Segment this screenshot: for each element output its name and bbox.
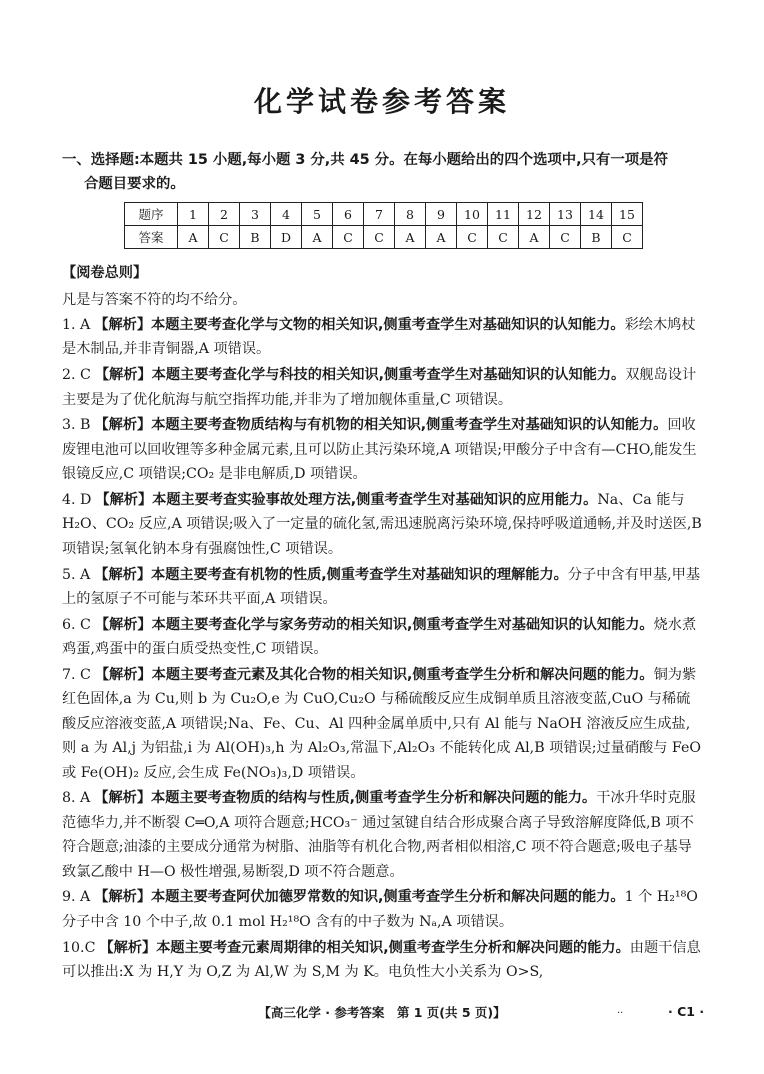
explanation-item bbox=[62, 413, 702, 486]
item-explanation: 分子中含有甲基,甲基上的氢原子不可能与苯环共平面,A 项错误。 bbox=[62, 566, 701, 608]
item-tag: 【解析】 bbox=[94, 889, 152, 906]
answer-cell: A bbox=[178, 226, 209, 249]
explanation-item bbox=[62, 936, 702, 985]
item-tag: 【解析】 bbox=[95, 492, 153, 509]
answer-cell: C bbox=[457, 226, 488, 249]
item-number: 2. bbox=[62, 367, 76, 384]
question-number-cell: 7 bbox=[364, 203, 395, 226]
question-number-cell: 4 bbox=[271, 203, 302, 226]
question-number-cell: 9 bbox=[426, 203, 457, 226]
footer-dots: .. bbox=[617, 1005, 624, 1016]
answer-cell: B bbox=[581, 226, 612, 249]
section-heading-line2: 合题目要求的。 bbox=[84, 176, 185, 192]
answer-cell: D bbox=[271, 226, 302, 249]
item-focus: 本题主要考查实验事故处理方法,侧重考查学生对基础知识的应用能力。 bbox=[152, 492, 598, 509]
question-number-cell: 15 bbox=[612, 203, 643, 226]
explanation-item bbox=[62, 786, 702, 884]
item-tag: 【解析】 bbox=[94, 667, 152, 684]
item-tag: 【解析】 bbox=[94, 616, 152, 633]
explanation-item bbox=[62, 313, 702, 362]
answer-cell: C bbox=[364, 226, 395, 249]
item-explanation: 回收废锂电池可以回收锂等多种金属元素,且可以防止其污染环境,A 项错误;甲酸分子中含有—CHO,能发生银镜反应,C 项错误;CO₂ 是非电解质,D 项错误。 bbox=[62, 417, 697, 483]
item-answer: A bbox=[80, 566, 91, 583]
item-explanation: Na、Ca 能与 H₂O、CO₂ 反应,A 项错误;吸入了一定量的硫化氢,需迅速脱离污染环境,保持呼吸道通畅,并及时送医,B 项错误;氢氧化钠本身有强腐蚀性,C 项错误。 bbox=[62, 492, 702, 557]
answer-cell: A bbox=[302, 226, 333, 249]
question-number-cell: 5 bbox=[302, 203, 333, 226]
general-rule-heading: 【阅卷总则】 bbox=[62, 265, 148, 281]
item-number: 8. bbox=[62, 790, 76, 807]
answer-cell: A bbox=[519, 226, 550, 249]
question-number-cell: 10 bbox=[457, 203, 488, 226]
item-answer: D bbox=[80, 492, 92, 509]
explanation-item bbox=[62, 363, 702, 412]
item-explanation: 双舰岛设计主要是为了优化航海与航空指挥功能,并非为了增加舰体重量,C 项错误。 bbox=[62, 367, 697, 408]
item-focus: 本题主要考查化学与科技的相关知识,侧重考查学生对基础知识的认知能力。 bbox=[151, 367, 626, 384]
item-explanation: 烧水煮鸡蛋,鸡蛋中的蛋白质受热变性,C 项错误。 bbox=[62, 616, 697, 658]
number-header-cell: 题序 bbox=[125, 203, 178, 226]
item-tag: 【解析】 bbox=[94, 566, 152, 583]
item-focus: 本题主要考查元素及其化合物的相关知识,侧重考查学生分析和解决问题的能力。 bbox=[151, 667, 654, 684]
item-tag: 【解析】 bbox=[94, 367, 152, 384]
item-explanation: 干冰升华时克服范德华力,并不断裂 C═O,A 项符合题意;HCO₃⁻ 通过氢键自结合形成聚合离子导致溶解度降低,B 项不符合题意;油漆的主要成分通常为树脂、油脂等有机化合物,两者相似相溶,C 项不符合题意;吸电子基导致氯乙酸中 H—O 极性增强,易断裂,D 项不符合题意。 bbox=[62, 790, 696, 880]
item-number: 6. bbox=[62, 616, 76, 633]
answer-cell: C bbox=[333, 226, 364, 249]
item-number: 5. bbox=[62, 566, 76, 583]
item-answer: C bbox=[80, 616, 91, 633]
item-answer: C bbox=[80, 367, 91, 384]
answer-header-cell: 答案 bbox=[125, 226, 178, 249]
explanation-item bbox=[62, 885, 702, 934]
question-number-cell: 3 bbox=[240, 203, 271, 226]
explanation-item bbox=[62, 663, 702, 785]
answer-cell: C bbox=[488, 226, 519, 249]
item-explanation: 1 个 H₂¹⁸O 分子中含 10 个中子,故 0.1 mol H₂¹⁸O 含有的中子数为 Nₐ,A 项错误。 bbox=[62, 889, 698, 930]
question-number-cell: 1 bbox=[178, 203, 209, 226]
item-answer: A bbox=[80, 889, 91, 906]
section-heading-line1: 一、选择题:本题共 15 小题,每小题 3 分,共 45 分。在每小题给出的四个选项中,只有一项是符 bbox=[62, 152, 668, 168]
item-tag: 【解析】 bbox=[94, 417, 152, 434]
item-focus: 本题主要考查元素周期律的相关知识,侧重考查学生分析和解决问题的能力。 bbox=[156, 939, 630, 956]
item-number: 9. bbox=[62, 889, 76, 906]
question-number-cell: 11 bbox=[488, 203, 519, 226]
item-tag: 【解析】 bbox=[99, 939, 157, 956]
answer-cell: C bbox=[550, 226, 581, 249]
item-number: 7. bbox=[62, 667, 76, 684]
item-answer: C bbox=[80, 667, 91, 684]
item-number: 1. bbox=[62, 317, 76, 333]
explanation-item bbox=[62, 488, 702, 561]
item-explanation: 由题干信息可以推出:X 为 H,Y 为 O,Z 为 Al,W 为 S,M 为 K。电负性大小关系为 O>S, bbox=[62, 939, 701, 981]
answer-cell: A bbox=[395, 226, 426, 249]
question-number-cell: 2 bbox=[209, 203, 240, 226]
question-number-cell: 8 bbox=[395, 203, 426, 226]
answer-table-number-row bbox=[125, 203, 643, 226]
page-code: · C1 · bbox=[668, 1004, 705, 1019]
item-number: 10. bbox=[62, 939, 85, 956]
item-tag: 【解析】 bbox=[94, 317, 152, 333]
explanation-item bbox=[62, 613, 702, 662]
item-answer: A bbox=[80, 790, 91, 807]
question-number-cell: 6 bbox=[333, 203, 364, 226]
item-focus: 本题主要考查有机物的性质,侧重考查学生对基础知识的理解能力。 bbox=[151, 566, 568, 583]
answer-table bbox=[124, 202, 643, 249]
general-rule-text: 凡是与答案不符的均不给分。 bbox=[62, 292, 247, 308]
item-focus: 本题主要考查化学与文物的相关知识,侧重考查学生对基础知识的认知能力。 bbox=[151, 317, 625, 333]
item-answer: B bbox=[80, 417, 91, 434]
item-explanation: 铜为紫红色固体,a 为 Cu,则 b 为 Cu₂O,e 为 CuO,Cu₂O 与稀硫酸反应生成铜单质且溶液变蓝,CuO 与稀硫酸反应溶液变蓝,A 项错误;Na、Fe、Cu、Al 四种金属单质中,只有 Al 能与 NaOH 溶液反应生成盐,则 a 为 Al,j 为铝盐,i 为 Al(OH)₃,h 为 Al₂O₃,常温下,Al₂O₃ 不能转化成 Al,B 项错误;过量硝酸与 FeO 或 Fe(OH)₂ 反应,会生成 Fe(NO₃)₃,D 项错误。 bbox=[62, 667, 702, 781]
item-focus: 本题主要考查阿伏加德罗常数的知识,侧重考查学生分析和解决问题的能力。 bbox=[151, 889, 625, 906]
answer-cell: C bbox=[209, 226, 240, 249]
item-answer: A bbox=[80, 317, 91, 333]
answer-cell: B bbox=[240, 226, 271, 249]
item-focus: 本题主要考查化学与家务劳动的相关知识,侧重考查学生对基础知识的认知能力。 bbox=[151, 616, 654, 633]
item-tag: 【解析】 bbox=[94, 790, 152, 807]
question-number-cell: 12 bbox=[519, 203, 550, 226]
answer-cell: C bbox=[612, 226, 643, 249]
explanation-item bbox=[62, 563, 702, 612]
item-focus: 本题主要考查物质的结构与性质,侧重考查学生分析和解决问题的能力。 bbox=[151, 790, 597, 807]
item-number: 3. bbox=[62, 417, 76, 434]
question-number-cell: 13 bbox=[550, 203, 581, 226]
answer-table-answer-row bbox=[125, 226, 643, 249]
page-footer: 【高三化学 · 参考答案 第 1 页(共 5 页)】 bbox=[258, 1005, 506, 1020]
explanation-list bbox=[62, 313, 702, 986]
item-answer: C bbox=[84, 939, 96, 956]
page-title: 化学试卷参考答案 bbox=[253, 85, 510, 118]
answer-cell: A bbox=[426, 226, 457, 249]
section-heading bbox=[62, 148, 702, 196]
item-number: 4. bbox=[62, 492, 76, 509]
question-number-cell: 14 bbox=[581, 203, 612, 226]
item-focus: 本题主要考查物质结构与有机物的相关知识,侧重考查学生对基础知识的认知能力。 bbox=[151, 417, 668, 434]
item-explanation: 彩绘木鸠杖是木制品,并非青铜器,A 项错误。 bbox=[62, 317, 696, 358]
